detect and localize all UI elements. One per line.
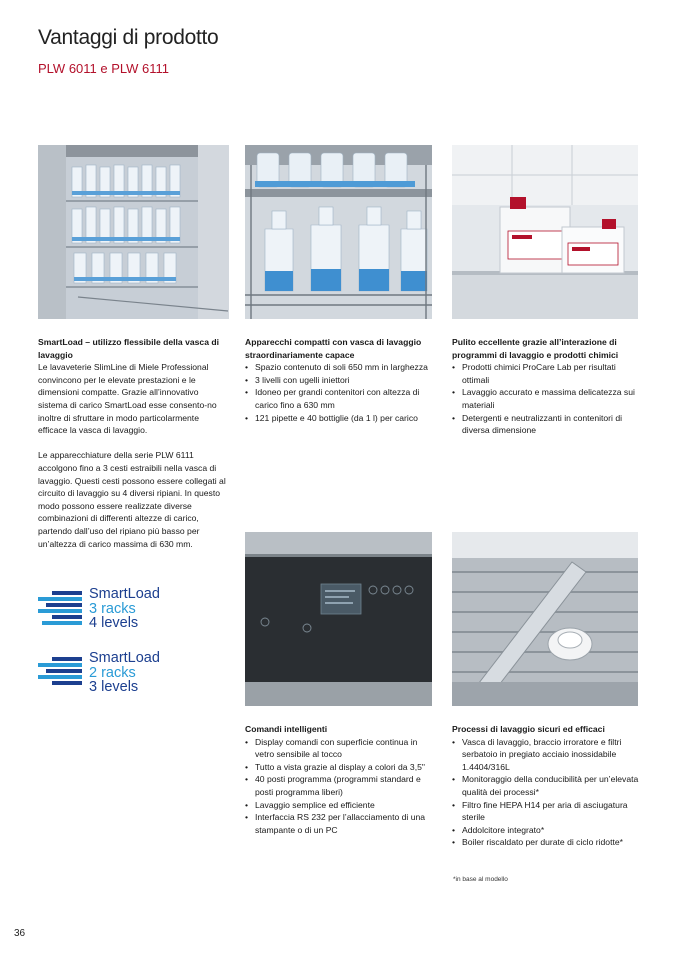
controls-item: • Interfaccia RS 232 per l’allacciamento di una stampante o di un PC bbox=[245, 811, 437, 836]
compact-item: • 121 pipette e 40 bottiglie (da 1 l) per carico bbox=[245, 412, 437, 425]
clean-item: • Lavaggio accurato e massima delicatezza sui materiali bbox=[452, 386, 642, 411]
logo-1-line-2: 3 racks bbox=[89, 600, 136, 617]
processes-heading: Processi di lavaggio sicuri ed efficaci bbox=[452, 724, 605, 734]
clean-heading: Pulito eccellente grazie all’interazione di programmi di lavaggio e prodotti chimici bbox=[452, 337, 619, 360]
footnote: *in base al modello bbox=[453, 876, 508, 883]
processes-item: • Boiler riscaldato per durate di ciclo ridotte* bbox=[452, 836, 642, 849]
smartload-paragraph-1: Le lavaveterie SlimLine di Miele Professional convincono per le elevate prestazioni e le dimensioni compatte. Grazie all’innovativo sistema di carico SmartLoad esse consento-no inoltre di sfruttare in modo particolarmente efficace la vasca di lavaggio. bbox=[38, 362, 217, 436]
controls-item: • Tutto a vista grazie al display a colori da 3,5" bbox=[245, 761, 437, 774]
logo-1-line-1: SmartLoad bbox=[89, 586, 160, 602]
smartload-logo-2-racks bbox=[38, 651, 188, 699]
page-subtitle: PLW 6011 e PLW 6111 bbox=[38, 61, 170, 76]
compact-item: • Spazio contenuto di soli 650 mm in larghezza bbox=[245, 361, 437, 374]
compact-item: • 3 livelli con ugelli iniettori bbox=[245, 374, 437, 387]
smartload-block bbox=[38, 336, 230, 550]
logo-1-line-3: 4 levels bbox=[89, 615, 139, 631]
page-number: 36 bbox=[14, 928, 26, 939]
logo-2-line-2: 2 racks bbox=[89, 664, 136, 681]
compact-block bbox=[245, 336, 437, 424]
clean-item: • Detergenti e neutralizzanti in contenitori di diversa dimensione bbox=[452, 412, 642, 437]
smartload-heading: SmartLoad – utilizzo flessibile della vasca di lavaggio bbox=[38, 337, 220, 360]
compact-item: • Idoneo per grandi contenitori con altezza di carico fino a 630 mm bbox=[245, 386, 437, 411]
smartload-paragraph-2: Le apparecchiature della serie PLW 6111 accolgono fino a 3 cesti estraibili nella vasca di lavaggio. Questi cesti possono essere collegati al circuito di lavaggio su 4 diversi ripiani. In questo modo possono essere realizzate diverse combinazioni di differenti altezze di carico, partendo dall’uso del ripiano più basso per un’altezza di carico massima di 630 mm. bbox=[38, 450, 226, 549]
processes-item: • Monitoraggio della conducibilità per un’elevata qualità dei processi* bbox=[452, 773, 642, 798]
photo-procare-containers bbox=[452, 145, 638, 319]
processes-item: • Filtro fine HEPA H14 per aria di asciugatura sterile bbox=[452, 799, 642, 824]
photo-control-panel bbox=[245, 532, 432, 706]
logo-2-line-3: 3 levels bbox=[89, 679, 139, 695]
compact-heading: Apparecchi compatti con vasca di lavaggio straordinariamente capace bbox=[245, 337, 422, 360]
smartload-logo-3-racks bbox=[38, 587, 188, 635]
clean-item: • Prodotti chimici ProCare Lab per risultati ottimali bbox=[452, 361, 642, 386]
photo-racks-bottles bbox=[245, 145, 432, 319]
controls-item: • Lavaggio semplice ed efficiente bbox=[245, 799, 437, 812]
controls-heading: Comandi intelligenti bbox=[245, 724, 328, 734]
controls-item: • 40 posti programma (programmi standard e posti programma liberi) bbox=[245, 773, 437, 798]
page-title: Vantaggi di prodotto bbox=[38, 26, 219, 49]
smartload-stripes-icon bbox=[38, 657, 86, 691]
photo-spray-arm bbox=[452, 532, 638, 706]
processes-block bbox=[452, 723, 642, 849]
processes-item: • Addolcitore integrato* bbox=[452, 824, 642, 837]
controls-item: • Display comandi con superficie continua in vetro sensibile al tocco bbox=[245, 736, 437, 761]
smartload-stripes-icon bbox=[38, 591, 86, 629]
controls-block bbox=[245, 723, 437, 836]
clean-block bbox=[452, 336, 642, 437]
photo-dishwasher-glassware bbox=[38, 145, 229, 319]
logo-2-line-1: SmartLoad bbox=[89, 650, 160, 666]
processes-item: • Vasca di lavaggio, braccio irroratore e filtri serbatoio in pregiato acciaio inossidabile 1.4404/316L bbox=[452, 736, 642, 774]
